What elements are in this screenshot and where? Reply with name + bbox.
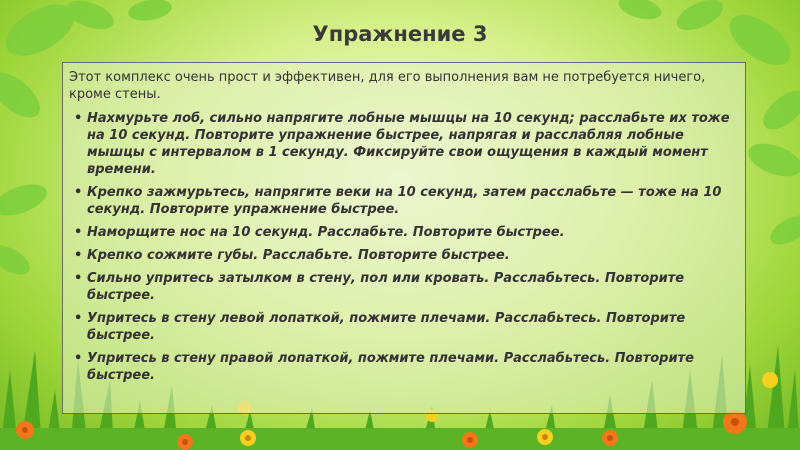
list-item-text: Нахмурьте лоб, сильно напрягите лобные мышцы на 10 секунд; расслабьте их тоже на 10 секунд. Повторите упражнение быстрее, напрягая и расслабляя лобные мышцы с интервалом в 1 секунду. Фиксируйте свои ощущения в каждый момент времени. [87, 111, 730, 177]
list-item-text: Крепко зажмурьтесь, напрягите веки на 10 секунд, затем расслабьте — тоже на 10 секунд. Повторите упражнение быстрее. [87, 185, 722, 217]
bullet: • [74, 248, 83, 263]
list-item [69, 224, 735, 241]
list-item [69, 110, 735, 178]
slide-title: Упражнение 3 [312, 22, 488, 46]
list-item-text: Крепко сожмите губы. Расслабьте. Повторите быстрее. [87, 248, 510, 263]
exercise-list [69, 110, 735, 384]
list-item-text: Сильно упритесь затылком в стену, пол или кровать. Расслабьтесь. Повторите быстрее. [87, 271, 685, 303]
bullet: • [74, 311, 83, 326]
bullet: • [74, 185, 83, 200]
list-item [69, 247, 735, 264]
list-item-text: Наморщите нос на 10 секунд. Расслабьте. Повторите быстрее. [87, 225, 565, 240]
list-item [69, 310, 735, 344]
list-item-text: Упритесь в стену правой лопаткой, пожмите плечами. Расслабьтесь. Повторите быстрее. [87, 351, 694, 383]
bullet: • [74, 351, 83, 366]
list-item [69, 270, 735, 304]
list-item [69, 184, 735, 218]
list-item-text: Упритесь в стену левой лопаткой, пожмите плечами. Расслабьтесь. Повторите быстрее. [87, 311, 686, 343]
bullet: • [74, 225, 83, 240]
content-box [62, 62, 746, 414]
bullet: • [74, 111, 83, 126]
bullet: • [74, 271, 83, 286]
list-item [69, 350, 735, 384]
intro-text: Этот комплекс очень прост и эффективен, для его выполнения вам не потребуется ничего, кроме стены. [69, 70, 706, 102]
